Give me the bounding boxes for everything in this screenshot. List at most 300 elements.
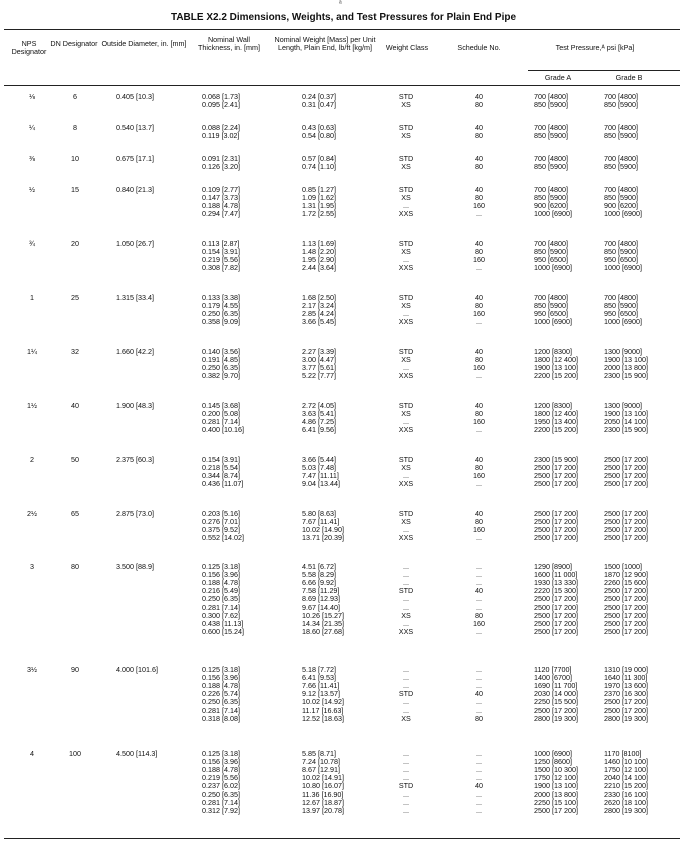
grade-a-pressure: 2500 [17 200]: [534, 517, 578, 527]
grade-b-pressure: 700 [4800]: [604, 92, 638, 101]
schedule-no: ...: [476, 570, 482, 580]
nps-designator: 3½: [27, 665, 37, 674]
weight-class: ...: [403, 309, 409, 319]
weight-class: XS: [401, 610, 411, 620]
wall-thickness: 0.133 [3.38]: [202, 293, 240, 302]
grade-b-pressure: 1300 [9000]: [604, 347, 642, 356]
wall-thickness: 0.140 [3.56]: [202, 347, 240, 356]
outside-diameter: 4.000 [101.6]: [116, 665, 158, 674]
grade-a-pressure: 950 [6500]: [534, 255, 568, 265]
grade-b-pressure: 2500 [17 200]: [604, 602, 648, 612]
weight-class: ...: [403, 749, 409, 758]
weight-class: XS: [401, 162, 411, 172]
wall-thickness: 0.600 [15.24]: [202, 626, 244, 636]
grade-b-pressure: 700 [4800]: [604, 239, 638, 248]
header-grade-b: Grade B: [615, 73, 643, 82]
nominal-weight: 13.97 [20.78]: [302, 805, 344, 815]
grade-b-pressure: 2500 [17 200]: [604, 525, 648, 535]
grade-b-pressure: 2500 [17 200]: [604, 697, 648, 707]
grade-b-pressure: 1000 [6900]: [604, 317, 642, 327]
schedule-no: ...: [476, 371, 482, 381]
schedule-no: ...: [476, 317, 482, 327]
grade-b-pressure: 1640 [11 300]: [604, 673, 648, 683]
nominal-weight: 2.85 [4.24]: [302, 309, 336, 319]
grade-a-pressure: 2000 [13 800]: [534, 789, 578, 799]
grade-b-pressure: 900 [6200]: [604, 201, 638, 211]
schedule-no: 80: [475, 162, 483, 172]
grade-a-pressure: 1930 [13 330]: [534, 578, 578, 588]
nominal-weight: 1.09 [1.62]: [302, 193, 336, 203]
table-title: TABLE X2.2 Dimensions, Weights, and Test Pressures for Plain End Pipe: [170, 12, 517, 23]
dn-designator: 50: [71, 455, 79, 464]
header-dn: DN Designator: [50, 39, 98, 48]
nominal-weight: 0.31 [0.47]: [302, 100, 336, 110]
grade-b-pressure: 850 [5900]: [604, 131, 638, 141]
schedule-no: ...: [476, 425, 482, 435]
grade-b-pressure: 2500 [17 200]: [604, 509, 648, 518]
dn-designator: 20: [71, 239, 79, 248]
schedule-no: 40: [475, 293, 483, 302]
wall-thickness: 0.344 [8.74]: [202, 471, 240, 481]
schedule-no: ...: [476, 562, 482, 571]
outside-diameter: 3.500 [88.9]: [116, 562, 154, 571]
wall-thickness: 0.095 [2.41]: [202, 100, 240, 110]
nps-designator: ⅛: [29, 92, 35, 101]
schedule-no: 160: [473, 618, 485, 628]
nominal-weight: 3.66 [5.44]: [302, 455, 336, 464]
grade-b-pressure: 2500 [17 200]: [604, 471, 648, 481]
weight-class: XS: [401, 355, 411, 365]
grade-b-pressure: 2040 [14 100]: [604, 773, 648, 783]
grade-b-pressure: 1310 [19 000]: [604, 665, 648, 674]
nominal-weight: 3.66 [5.45]: [302, 317, 336, 327]
grade-b-pressure: 1970 [13 600]: [604, 681, 648, 691]
grade-b-pressure: 2500 [17 200]: [604, 479, 648, 489]
header-grade-a: Grade A: [544, 73, 572, 82]
grade-a-pressure: 700 [4800]: [534, 123, 568, 132]
wall-thickness: 0.179 [4.55]: [202, 301, 240, 311]
schedule-no: 40: [475, 185, 483, 194]
wall-thickness: 0.188 [4.78]: [202, 681, 240, 691]
nominal-weight: 1.68 [2.50]: [302, 293, 336, 302]
nominal-weight: 5.58 [8.29]: [302, 570, 336, 580]
grade-b-pressure: 2500 [17 200]: [604, 455, 648, 464]
wall-thickness: 0.281 [7.14]: [202, 417, 240, 427]
schedule-no: ...: [476, 765, 482, 775]
wall-thickness: 0.156 [3.96]: [202, 757, 240, 767]
wall-thickness: 0.250 [6.35]: [202, 789, 240, 799]
schedule-no: 80: [475, 301, 483, 311]
wall-thickness: 0.125 [3.18]: [202, 749, 240, 758]
schedule-no: 80: [475, 355, 483, 365]
weight-class: ...: [403, 805, 409, 815]
wall-thickness: 0.281 [7.14]: [202, 705, 240, 715]
schedule-no: 80: [475, 713, 483, 723]
nominal-weight: 9.04 [13.44]: [302, 479, 340, 489]
grade-b-pressure: 1460 [10 100]: [604, 757, 648, 767]
grade-a-pressure: 1800 [12 400]: [534, 409, 578, 419]
grade-a-pressure: 1800 [12 400]: [534, 355, 578, 365]
dn-designator: 100: [69, 749, 81, 758]
weight-class: STD: [398, 586, 414, 596]
grade-a-pressure: 700 [4800]: [534, 92, 568, 101]
grade-b-pressure: 1900 [13 100]: [604, 355, 648, 365]
wall-thickness: 0.188 [4.78]: [202, 201, 240, 211]
grade-b-pressure: 950 [6500]: [604, 255, 638, 265]
weight-class: XXS: [398, 425, 414, 435]
grade-a-pressure: 2500 [17 200]: [534, 471, 578, 481]
schedule-no: 40: [475, 401, 483, 410]
schedule-no: ...: [476, 209, 482, 219]
schedule-no: ...: [476, 578, 482, 588]
nominal-weight: 10.02 [14.90]: [302, 525, 344, 535]
weight-class: XS: [401, 247, 411, 257]
weight-class: XXS: [398, 209, 414, 219]
grade-a-pressure: 2200 [15 200]: [534, 371, 578, 381]
grade-b-pressure: 2300 [15 900]: [604, 425, 648, 435]
nominal-weight: 12.67 [18.87]: [302, 797, 344, 807]
grade-a-pressure: 700 [4800]: [534, 239, 568, 248]
nominal-weight: 1.72 [2.55]: [302, 209, 336, 219]
weight-class: STD: [398, 455, 414, 464]
nps-designator: 3: [30, 562, 34, 571]
nominal-weight: 8.69 [12.93]: [302, 594, 340, 604]
grade-a-pressure: 850 [5900]: [534, 247, 568, 257]
grade-a-pressure: 2500 [17 200]: [534, 805, 578, 815]
wall-thickness: 0.400 [10.16]: [202, 425, 244, 435]
outside-diameter: 4.500 [114.3]: [116, 749, 158, 758]
nominal-weight: 3.77 [5.61]: [302, 363, 336, 373]
grade-a-pressure: 2500 [17 200]: [534, 463, 578, 473]
schedule-no: ...: [476, 479, 482, 489]
wall-thickness: 0.154 [3.91]: [202, 247, 240, 257]
wall-thickness: 0.226 [5.74]: [202, 689, 240, 699]
wall-thickness: 0.109 [2.77]: [202, 185, 240, 194]
outside-diameter: 0.840 [21.3]: [116, 185, 154, 194]
weight-class: STD: [398, 347, 414, 356]
wall-thickness: 0.216 [5.49]: [202, 586, 240, 596]
schedule-no: 40: [475, 509, 483, 518]
weight-class: ...: [403, 602, 409, 612]
weight-class: STD: [398, 689, 414, 699]
grade-b-pressure: 2500 [17 200]: [604, 705, 648, 715]
weight-class: ...: [403, 765, 409, 775]
weight-class: ...: [403, 665, 409, 674]
outside-diameter: 2.375 [60.3]: [116, 455, 154, 464]
nominal-weight: 10.02 [14.92]: [302, 697, 344, 707]
weight-class: STD: [398, 123, 414, 132]
grade-a-pressure: 1000 [6900]: [534, 749, 572, 758]
outside-diameter: 0.540 [13.7]: [116, 123, 154, 132]
schedule-no: ...: [476, 749, 482, 758]
weight-class: STD: [398, 401, 414, 410]
nominal-weight: 0.43 [0.63]: [302, 123, 336, 132]
wall-thickness: 0.294 [7.47]: [202, 209, 240, 219]
nps-designator: 4: [30, 749, 34, 758]
schedule-no: 160: [473, 309, 485, 319]
nominal-weight: 14.34 [21.35]: [302, 618, 344, 628]
weight-class: ...: [403, 255, 409, 265]
header-test-pressure: Test Pressure,ᴬ psi [kPa]: [555, 43, 635, 52]
grade-b-pressure: 2800 [19 300]: [604, 713, 648, 723]
dn-designator: 15: [71, 185, 79, 194]
nps-designator: 1¼: [27, 347, 37, 356]
grade-a-pressure: 2500 [17 200]: [534, 509, 578, 518]
grade-a-pressure: 2250 [15 100]: [534, 797, 578, 807]
dn-designator: 90: [71, 665, 79, 674]
nps-designator: ½: [29, 185, 35, 194]
dn-designator: 40: [71, 401, 79, 410]
wall-thickness: 0.119 [3.02]: [202, 131, 240, 141]
nominal-weight: 1.95 [2.90]: [302, 255, 336, 265]
nominal-weight: 18.60 [27.68]: [302, 626, 344, 636]
schedule-no: 40: [475, 154, 483, 163]
grade-a-pressure: 700 [4800]: [534, 185, 568, 194]
grade-a-pressure: 1290 [8900]: [534, 562, 572, 571]
grade-a-pressure: 2500 [17 200]: [534, 626, 578, 636]
weight-class: XS: [401, 301, 411, 311]
grade-b-pressure: 2500 [17 200]: [604, 610, 648, 620]
weight-class: ...: [403, 673, 409, 683]
nominal-weight: 6.66 [9.92]: [302, 578, 336, 588]
weight-class: XXS: [398, 626, 414, 636]
header-wall-thickness: Nominal Wall Thickness, in. [mm]: [198, 35, 260, 52]
weight-class: ...: [403, 789, 409, 799]
grade-b-pressure: 700 [4800]: [604, 293, 638, 302]
nominal-weight: 2.44 [3.64]: [302, 263, 336, 273]
schedule-no: 160: [473, 201, 485, 211]
wall-thickness: 0.156 [3.96]: [202, 673, 240, 683]
grade-a-pressure: 700 [4800]: [534, 154, 568, 163]
dn-designator: 25: [71, 293, 79, 302]
weight-class: XXS: [398, 317, 414, 327]
grade-b-pressure: 850 [5900]: [604, 162, 638, 172]
grade-a-pressure: 1750 [12 100]: [534, 773, 578, 783]
nominal-weight: 9.67 [14.40]: [302, 602, 340, 612]
schedule-no: ...: [476, 789, 482, 799]
schedule-no: 80: [475, 409, 483, 419]
weight-class: ...: [403, 578, 409, 588]
grade-b-pressure: 1900 [13 100]: [604, 409, 648, 419]
grade-a-pressure: 2500 [17 200]: [534, 533, 578, 543]
grade-b-pressure: 2500 [17 200]: [604, 618, 648, 628]
nps-designator: ¾: [29, 239, 35, 248]
weight-class: STD: [398, 781, 414, 791]
nominal-weight: 2.17 [3.24]: [302, 301, 336, 311]
weight-class: STD: [398, 239, 414, 248]
grade-a-pressure: 1690 [11 700]: [534, 681, 578, 691]
wall-thickness: 0.125 [3.18]: [202, 665, 240, 674]
grade-a-pressure: 1950 [13 400]: [534, 417, 578, 427]
nominal-weight: 7.66 [11.41]: [302, 681, 340, 691]
weight-class: ...: [403, 705, 409, 715]
wall-thickness: 0.375 [9.52]: [202, 525, 240, 535]
weight-class: ...: [403, 757, 409, 767]
nominal-weight: 5.85 [8.71]: [302, 749, 336, 758]
nominal-weight: 9.12 [13.57]: [302, 689, 340, 699]
wall-thickness: 0.219 [5.56]: [202, 773, 240, 783]
outside-diameter: 1.315 [33.4]: [116, 293, 154, 302]
nominal-weight: 12.52 [18.63]: [302, 713, 344, 723]
nominal-weight: 8.67 [12.91]: [302, 765, 340, 775]
schedule-no: 160: [473, 363, 485, 373]
wall-thickness: 0.068 [1.73]: [202, 92, 240, 101]
nps-designator: 2: [30, 455, 34, 464]
schedule-no: 160: [473, 525, 485, 535]
nominal-weight: 3.00 [4.47]: [302, 355, 336, 365]
grade-b-pressure: 1870 [12 900]: [604, 570, 648, 580]
grade-a-pressure: 950 [6500]: [534, 309, 568, 319]
grade-a-pressure: 2030 [14 000]: [534, 689, 578, 699]
grade-b-pressure: 2370 [16 300]: [604, 689, 648, 699]
schedule-no: 80: [475, 100, 483, 110]
schedule-no: 80: [475, 463, 483, 473]
nominal-weight: 7.24 [10.78]: [302, 757, 340, 767]
weight-class: XXS: [398, 371, 414, 381]
grade-b-pressure: 1750 [12 100]: [604, 765, 648, 775]
nominal-weight: 7.67 [11.41]: [302, 517, 340, 527]
nominal-weight: 0.57 [0.84]: [302, 154, 336, 163]
wall-thickness: 0.281 [7.14]: [202, 797, 240, 807]
wall-thickness: 0.203 [5.16]: [202, 509, 240, 518]
grade-a-pressure: 1900 [13 100]: [534, 781, 578, 791]
grade-b-pressure: 2000 [13 800]: [604, 363, 648, 373]
grade-a-pressure: 2500 [17 200]: [534, 594, 578, 604]
schedule-no: 40: [475, 239, 483, 248]
weight-class: XS: [401, 131, 411, 141]
schedule-no: 80: [475, 193, 483, 203]
grade-b-pressure: 2260 [15 600]: [604, 578, 648, 588]
grade-a-pressure: 2220 [15 300]: [534, 586, 578, 596]
nominal-weight: 0.74 [1.10]: [302, 162, 336, 172]
grade-b-pressure: 2500 [17 200]: [604, 533, 648, 543]
top-rule: [4, 29, 680, 30]
grade-b-pressure: 2500 [17 200]: [604, 594, 648, 604]
schedule-no: ...: [476, 602, 482, 612]
schedule-no: 40: [475, 781, 483, 791]
grade-b-pressure: 2500 [17 200]: [604, 626, 648, 636]
schedule-no: ...: [476, 673, 482, 683]
nps-designator: 1½: [27, 401, 37, 410]
schedule-no: ...: [476, 681, 482, 691]
grade-b-pressure: 1170 [8100]: [604, 749, 642, 758]
grade-a-pressure: 1200 [8300]: [534, 401, 572, 410]
nominal-weight: 10.02 [14.91]: [302, 773, 344, 783]
wall-thickness: 0.200 [5.08]: [202, 409, 240, 419]
dn-designator: 80: [71, 562, 79, 571]
schedule-no: ...: [476, 533, 482, 543]
weight-class: ...: [403, 773, 409, 783]
nominal-weight: 7.47 [11.11]: [302, 471, 339, 481]
wall-thickness: 0.281 [7.14]: [202, 602, 240, 612]
weight-class: XS: [401, 713, 411, 723]
grade-a-pressure: 2500 [17 200]: [534, 479, 578, 489]
schedule-no: ...: [476, 594, 482, 604]
wall-thickness: 0.113 [2.87]: [202, 239, 240, 248]
wall-thickness: 0.126 [3.20]: [202, 162, 240, 172]
weight-class: ...: [403, 697, 409, 707]
grade-a-pressure: 1600 [11 000]: [534, 570, 578, 580]
nominal-weight: 0.24 [0.37]: [302, 92, 336, 101]
grade-a-pressure: 700 [4800]: [534, 293, 568, 302]
grade-a-pressure: 850 [5900]: [534, 301, 568, 311]
wall-thickness: 0.358 [9.09]: [202, 317, 240, 327]
grade-a-pressure: 1120 [7700]: [534, 665, 572, 674]
nominal-weight: 4.86 [7.25]: [302, 417, 336, 427]
grade-a-pressure: 2300 [15 900]: [534, 455, 578, 464]
grade-b-pressure: 2500 [17 200]: [604, 586, 648, 596]
grade-b-pressure: 950 [6500]: [604, 309, 638, 319]
grade-a-pressure: 850 [5900]: [534, 162, 568, 172]
grade-b-pressure: 2500 [17 200]: [604, 517, 648, 527]
weight-class: ...: [403, 594, 409, 604]
weight-class: ...: [403, 471, 409, 481]
wall-thickness: 0.145 [3.68]: [202, 401, 240, 410]
wall-thickness: 0.147 [3.73]: [202, 193, 240, 203]
weight-class: ...: [403, 562, 409, 571]
nominal-weight: 5.03 [7.48]: [302, 463, 336, 473]
nominal-weight: 2.72 [4.05]: [302, 401, 336, 410]
wall-thickness: 0.250 [6.35]: [202, 363, 240, 373]
wall-thickness: 0.276 [7.01]: [202, 517, 240, 527]
nominal-weight: 1.48 [2.20]: [302, 247, 336, 257]
grade-a-pressure: 2250 [15 500]: [534, 697, 578, 707]
wall-thickness: 0.218 [5.54]: [202, 463, 240, 473]
weight-class: XS: [401, 463, 411, 473]
header-schedule: Schedule No.: [457, 43, 501, 52]
grade-b-pressure: 2500 [17 200]: [604, 463, 648, 473]
wall-thickness: 0.188 [4.78]: [202, 765, 240, 775]
wall-thickness: 0.250 [6.35]: [202, 697, 240, 707]
schedule-no: 40: [475, 123, 483, 132]
schedule-no: ...: [476, 665, 482, 674]
wall-thickness: 0.250 [6.35]: [202, 594, 240, 604]
weight-class: STD: [398, 92, 414, 101]
wall-thickness: 0.091 [2.31]: [202, 154, 240, 163]
header-outside-diameter: Outside Diameter, in. [mm]: [101, 39, 187, 48]
header-nominal-weight: Nominal Weight [Mass] per Unit Length, Plain End, lb/ft [kg/m]: [274, 35, 376, 52]
wall-thickness: 0.188 [4.78]: [202, 578, 240, 588]
header-nps: NPS Designator: [11, 39, 47, 56]
outside-diameter: 0.675 [17.1]: [116, 154, 154, 163]
dn-designator: 10: [71, 154, 79, 163]
grade-a-pressure: 850 [5900]: [534, 100, 568, 110]
grade-a-pressure: 1900 [13 100]: [534, 363, 578, 373]
schedule-no: 40: [475, 92, 483, 101]
grade-b-pressure: 1500 [1000]: [604, 562, 642, 571]
nps-designator: ¼: [29, 123, 35, 132]
outside-diameter: 0.405 [10.3]: [116, 92, 154, 101]
dn-designator: 6: [73, 92, 77, 101]
grade-b-pressure: 2330 [16 100]: [604, 789, 648, 799]
schedule-no: 40: [475, 347, 483, 356]
nps-designator: ⅜: [29, 154, 35, 163]
test-pressure-rule: [528, 70, 680, 71]
grade-b-pressure: 2800 [19 300]: [604, 805, 648, 815]
wall-thickness: 0.156 [3.96]: [202, 570, 240, 580]
weight-class: XS: [401, 409, 411, 419]
weight-class: XXS: [398, 263, 414, 273]
grade-a-pressure: 850 [5900]: [534, 131, 568, 141]
weight-class: XS: [401, 517, 411, 527]
weight-class: ...: [403, 525, 409, 535]
nominal-weight: 11.36 [16.90]: [302, 789, 344, 799]
wall-thickness: 0.237 [6.02]: [202, 781, 240, 791]
header-rule: [4, 85, 680, 86]
grade-b-pressure: 700 [4800]: [604, 123, 638, 132]
grade-a-pressure: 1000 [6900]: [534, 317, 572, 327]
nps-designator: 2½: [27, 509, 37, 518]
